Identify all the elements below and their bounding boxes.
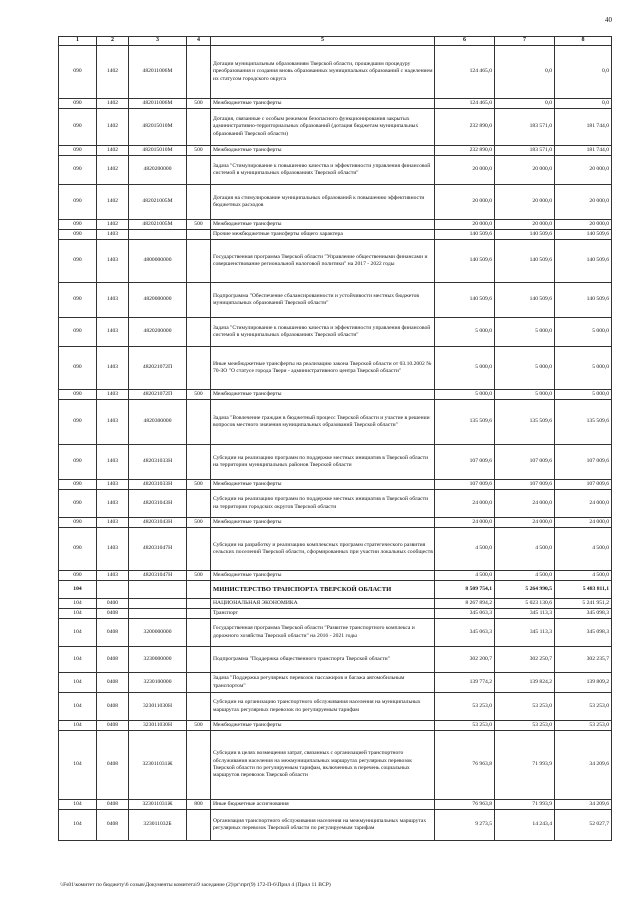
section-code-cell: 1402 [97, 185, 129, 220]
table-row [59, 693, 612, 721]
section-code-cell: 1402 [97, 146, 129, 156]
amount-year2-cell: 53 253,0 [495, 693, 555, 721]
expense-type-cell: 800 [187, 800, 211, 810]
amount-year2-cell: 107 009,6 [495, 480, 555, 490]
target-article-cell: 482021005М [129, 220, 187, 230]
amount-year1-cell: 20 000,0 [435, 156, 495, 185]
section-code-cell: 1402 [97, 99, 129, 109]
description-cell: Иные бюджетные ассигнования [211, 800, 435, 810]
amount-year2-cell: 5 000,0 [495, 318, 555, 347]
section-code-cell: 1403 [97, 283, 129, 318]
expense-type-cell [187, 528, 211, 571]
section-code-cell: 0408 [97, 693, 129, 721]
section-code-cell: 0408 [97, 673, 129, 693]
grbs-code-cell: 104 [59, 647, 97, 673]
section-code-cell: 0408 [97, 810, 129, 841]
section-code-cell: 1402 [97, 46, 129, 99]
table-row [59, 445, 612, 480]
expense-type-cell [187, 490, 211, 518]
grbs-code-cell: 090 [59, 240, 97, 283]
grbs-code-cell: 104 [59, 609, 97, 619]
amount-year1-cell: 24 000,0 [435, 490, 495, 518]
amount-year2-cell: 183 571,0 [495, 109, 555, 146]
amount-year2-cell: 0,0 [495, 99, 555, 109]
amount-year1-cell: 140 509,6 [435, 240, 495, 283]
amount-year1-cell: 76 963,8 [435, 731, 495, 800]
header-row [59, 37, 612, 46]
grbs-code-cell: 104 [59, 619, 97, 647]
amount-year2-cell: 345 113,3 [495, 619, 555, 647]
amount-year2-cell: 14 243,4 [495, 810, 555, 841]
amount-year1-cell: 5 000,0 [435, 390, 495, 400]
amount-year1-cell: 232 890,0 [435, 146, 495, 156]
expense-type-cell [187, 46, 211, 99]
expense-type-cell [187, 647, 211, 673]
amount-year2-cell: 5 023 130,6 [495, 599, 555, 609]
amount-year1-cell: 140 509,6 [435, 283, 495, 318]
amount-year1-cell: 124 465,0 [435, 99, 495, 109]
expense-type-cell [187, 283, 211, 318]
amount-year3-cell: 4 500,0 [555, 528, 612, 571]
grbs-code-cell: 104 [59, 800, 97, 810]
amount-year2-cell: 140 509,6 [495, 230, 555, 240]
description-cell: Организация транспортного обслуживания населения на межмуниципальных маршрутах регулярных перевозок Тверской области по регулируемым тарифам [211, 810, 435, 841]
table-row [59, 673, 612, 693]
description-cell: Межбюджетные трансферты [211, 99, 435, 109]
target-article-cell: 4820000000 [129, 283, 187, 318]
amount-year3-cell: 20 000,0 [555, 156, 612, 185]
amount-year1-cell: 8 509 754,1 [435, 581, 495, 599]
expense-type-cell [187, 156, 211, 185]
description-cell: Иные межбюджетные трансферты на реализацию закона Тверской области от 03.10.2002 № 70-ЗО "О статусе города Твери - административного центра Тверской области" [211, 347, 435, 390]
amount-year1-cell: 53 253,0 [435, 693, 495, 721]
amount-year2-cell: 302 250,7 [495, 647, 555, 673]
amount-year3-cell: 140 509,6 [555, 240, 612, 283]
description-cell: Транспорт [211, 609, 435, 619]
description-cell: Дотации муниципальным образованиям Тверской области, прошедшим процедуру преобразования и создания вновь образованных муниципальных образований с наделением их статусом городского округа [211, 46, 435, 99]
table-row [59, 390, 612, 400]
budget-table-container [58, 36, 611, 841]
amount-year3-cell: 139 809,2 [555, 673, 612, 693]
amount-year3-cell: 52 027,7 [555, 810, 612, 841]
amount-year1-cell: 124 465,0 [435, 46, 495, 99]
expense-type-cell [187, 109, 211, 146]
target-article-cell: 482031033Н [129, 480, 187, 490]
table-row [59, 156, 612, 185]
target-article-cell: 482011006М [129, 99, 187, 109]
expense-type-cell [187, 810, 211, 841]
target-article-cell [129, 581, 187, 599]
section-code-cell: 0408 [97, 731, 129, 800]
amount-year2-cell: 20 000,0 [495, 156, 555, 185]
amount-year2-cell: 71 993,9 [495, 800, 555, 810]
table-row [59, 99, 612, 109]
amount-year3-cell: 181 744,0 [555, 109, 612, 146]
amount-year2-cell: 53 253,0 [495, 721, 555, 731]
amount-year3-cell: 0,0 [555, 99, 612, 109]
section-code-cell: 0400 [97, 599, 129, 609]
amount-year2-cell: 107 009,6 [495, 445, 555, 480]
amount-year3-cell: 5 241 951,2 [555, 599, 612, 609]
section-code-cell: 1402 [97, 220, 129, 230]
amount-year3-cell: 53 253,0 [555, 693, 612, 721]
grbs-code-cell: 104 [59, 581, 97, 599]
table-row [59, 185, 612, 220]
expense-type-cell [187, 230, 211, 240]
amount-year1-cell: 5 000,0 [435, 318, 495, 347]
grbs-code-cell: 090 [59, 185, 97, 220]
table-row [59, 220, 612, 230]
description-cell: НАЦИОНАЛЬНАЯ ЭКОНОМИКА [211, 599, 435, 609]
target-article-cell: 4820200000 [129, 318, 187, 347]
amount-year2-cell: 140 509,6 [495, 283, 555, 318]
section-code-cell: 1403 [97, 571, 129, 581]
target-article-cell: 323011032Б [129, 810, 187, 841]
grbs-code-cell: 104 [59, 693, 97, 721]
grbs-code-cell: 090 [59, 480, 97, 490]
amount-year3-cell: 5 000,0 [555, 318, 612, 347]
table-row [59, 240, 612, 283]
amount-year3-cell: 345 098,3 [555, 609, 612, 619]
table-row [59, 599, 612, 609]
target-article-cell: 3230100000 [129, 673, 187, 693]
expense-type-cell: 500 [187, 518, 211, 528]
table-row [59, 490, 612, 518]
target-article-cell: 482031047Н [129, 528, 187, 571]
section-code-cell [97, 581, 129, 599]
description-cell: Межбюджетные трансферты [211, 146, 435, 156]
amount-year1-cell: 139 774,2 [435, 673, 495, 693]
amount-year1-cell: 135 509,6 [435, 400, 495, 445]
section-code-cell: 1403 [97, 230, 129, 240]
expense-type-cell [187, 318, 211, 347]
amount-year1-cell: 107 009,6 [435, 480, 495, 490]
table-row [59, 647, 612, 673]
description-cell: Субсидии в целях возмещения затрат, связанных с организацией транспортного обслуживания населения на межмуниципальных маршрутах регулярных перевозок Тверской области по регулируемым тарифам, включенных в перечень социальных маршрутов перевозок Тверской области [211, 731, 435, 800]
amount-year3-cell: 5 000,0 [555, 390, 612, 400]
description-cell: МИНИСТЕРСТВО ТРАНСПОРТА ТВЕРСКОЙ ОБЛАСТИ [211, 581, 435, 599]
grbs-code-cell: 104 [59, 599, 97, 609]
amount-year2-cell: 4 500,0 [495, 528, 555, 571]
amount-year3-cell: 34 209,6 [555, 800, 612, 810]
amount-year2-cell: 183 571,0 [495, 146, 555, 156]
amount-year1-cell: 345 063,3 [435, 609, 495, 619]
amount-year1-cell: 9 273,5 [435, 810, 495, 841]
amount-year2-cell: 135 509,6 [495, 400, 555, 445]
description-cell: Субсидии на реализацию программ по поддержке местных инициатив в Тверской области на территории городских округов Тверской области [211, 490, 435, 518]
expense-type-cell [187, 731, 211, 800]
amount-year2-cell: 0,0 [495, 46, 555, 99]
description-cell: Межбюджетные трансферты [211, 220, 435, 230]
section-code-cell: 1403 [97, 400, 129, 445]
description-cell: Подпрограмма "Поддержка общественного транспорта Тверской области" [211, 647, 435, 673]
expense-type-cell: 500 [187, 99, 211, 109]
amount-year1-cell: 20 000,0 [435, 185, 495, 220]
target-article-cell: 3200000000 [129, 619, 187, 647]
grbs-code-cell: 090 [59, 445, 97, 480]
header-cell: 1 [59, 37, 97, 46]
target-article-cell [129, 230, 187, 240]
table-row [59, 731, 612, 800]
amount-year1-cell: 20 000,0 [435, 220, 495, 230]
budget-table [58, 36, 612, 841]
grbs-code-cell: 090 [59, 390, 97, 400]
expense-type-cell [187, 347, 211, 390]
expense-type-cell [187, 609, 211, 619]
description-cell: Субсидии на разработку и реализацию комплексных программ стратегического развития сельских поселений Тверской области, сформированных при участии локальных сообществ [211, 528, 435, 571]
section-code-cell: 0408 [97, 647, 129, 673]
table-row [59, 46, 612, 99]
expense-type-cell [187, 673, 211, 693]
description-cell: Подпрограмма "Обеспечение сбалансированности и устойчивости местных бюджетов муниципальных образований Тверской области" [211, 283, 435, 318]
expense-type-cell [187, 400, 211, 445]
grbs-code-cell: 090 [59, 156, 97, 185]
amount-year3-cell: 302 235,7 [555, 647, 612, 673]
target-article-cell: 482031043Н [129, 490, 187, 518]
amount-year3-cell: 140 509,6 [555, 283, 612, 318]
description-cell: Государственная программа Тверской области "Развитие транспортного комплекса и дорожного хозяйства Тверской области" на 2016 - 2021 годы [211, 619, 435, 647]
header-cell: 4 [187, 37, 211, 46]
grbs-code-cell: 090 [59, 220, 97, 230]
amount-year2-cell: 5 000,0 [495, 390, 555, 400]
amount-year3-cell: 24 000,0 [555, 518, 612, 528]
section-code-cell: 1403 [97, 445, 129, 480]
expense-type-cell: 500 [187, 721, 211, 731]
page-number: 40 [605, 16, 612, 24]
description-cell: Задача "Стимулирование к повышению качества и эффективности управления финансовой системой в муниципальных образованиях Тверской области" [211, 318, 435, 347]
amount-year3-cell: 20 000,0 [555, 185, 612, 220]
expense-type-cell: 500 [187, 390, 211, 400]
amount-year2-cell: 5 264 990,5 [495, 581, 555, 599]
table-row [59, 347, 612, 390]
grbs-code-cell: 090 [59, 46, 97, 99]
target-article-cell: 4800000000 [129, 240, 187, 283]
description-cell: Межбюджетные трансферты [211, 390, 435, 400]
amount-year2-cell: 24 000,0 [495, 490, 555, 518]
amount-year1-cell: 76 963,8 [435, 800, 495, 810]
description-cell: Дотация на стимулирование муниципальных образований к повышению эффективности бюджетных расходов [211, 185, 435, 220]
target-article-cell: 323011030Н [129, 693, 187, 721]
amount-year2-cell: 71 993,9 [495, 731, 555, 800]
description-cell: Государственная программа Тверской области "Управление общественными финансами и совершенствование региональной налоговой политики" на 2017 - 2022 годы [211, 240, 435, 283]
grbs-code-cell: 090 [59, 283, 97, 318]
grbs-code-cell: 090 [59, 99, 97, 109]
amount-year3-cell: 135 509,6 [555, 400, 612, 445]
amount-year1-cell: 5 000,0 [435, 347, 495, 390]
amount-year2-cell: 345 113,3 [495, 609, 555, 619]
expense-type-cell: 500 [187, 480, 211, 490]
target-article-cell: 323011031Ж [129, 731, 187, 800]
amount-year3-cell: 5 000,0 [555, 347, 612, 390]
section-code-cell: 1403 [97, 347, 129, 390]
description-cell: Межбюджетные трансферты [211, 518, 435, 528]
grbs-code-cell: 090 [59, 109, 97, 146]
description-cell: Субсидии на организацию транспортного обслуживания населения на муниципальных маршрутах регулярных перевозок по регулируемым тарифам [211, 693, 435, 721]
section-code-cell: 1403 [97, 518, 129, 528]
expense-type-cell [187, 581, 211, 599]
section-code-cell: 0408 [97, 619, 129, 647]
header-cell: 2 [97, 37, 129, 46]
table-row [59, 400, 612, 445]
header-cell: 5 [211, 37, 435, 46]
amount-year2-cell: 20 000,0 [495, 220, 555, 230]
target-article-cell: 482015010М [129, 146, 187, 156]
amount-year1-cell: 232 890,0 [435, 109, 495, 146]
amount-year3-cell: 24 000,0 [555, 490, 612, 518]
section-code-cell: 1403 [97, 318, 129, 347]
amount-year2-cell: 140 509,6 [495, 240, 555, 283]
amount-year1-cell: 107 009,6 [435, 445, 495, 480]
target-article-cell: 482021072П [129, 390, 187, 400]
grbs-code-cell: 090 [59, 571, 97, 581]
description-cell: Задача "Вовлечение граждан в бюджетный процесс Тверской области и участие в решении вопросов местного значения муниципальных образований Тверской области" [211, 400, 435, 445]
grbs-code-cell: 090 [59, 230, 97, 240]
grbs-code-cell: 104 [59, 673, 97, 693]
section-code-cell: 1403 [97, 528, 129, 571]
amount-year3-cell: 181 744,0 [555, 146, 612, 156]
header-cell: 7 [495, 37, 555, 46]
table-row [59, 146, 612, 156]
target-article-cell: 323011031Ж [129, 800, 187, 810]
target-article-cell: 482031043Н [129, 518, 187, 528]
grbs-code-cell: 090 [59, 347, 97, 390]
expense-type-cell [187, 619, 211, 647]
expense-type-cell [187, 185, 211, 220]
expense-type-cell: 500 [187, 146, 211, 156]
expense-type-cell [187, 445, 211, 480]
section-code-cell: 1402 [97, 156, 129, 185]
target-article-cell: 482015010М [129, 109, 187, 146]
amount-year3-cell: 5 483 811,1 [555, 581, 612, 599]
amount-year1-cell: 140 509,6 [435, 230, 495, 240]
grbs-code-cell: 090 [59, 490, 97, 518]
table-row [59, 318, 612, 347]
target-article-cell: 482011006М [129, 46, 187, 99]
table-row [59, 619, 612, 647]
amount-year1-cell: 4 500,0 [435, 528, 495, 571]
table-row [59, 609, 612, 619]
amount-year3-cell: 0,0 [555, 46, 612, 99]
grbs-code-cell: 104 [59, 810, 97, 841]
section-code-cell: 1403 [97, 480, 129, 490]
section-code-cell: 0408 [97, 609, 129, 619]
target-article-cell: 482021072П [129, 347, 187, 390]
description-cell: Дотация, связанные с особым режимом безопасного функционирования закрытых административно-территориальных образований (дотация бюджетам муниципальных образований Тверской области) [211, 109, 435, 146]
amount-year2-cell: 5 000,0 [495, 347, 555, 390]
expense-type-cell [187, 693, 211, 721]
expense-type-cell: 500 [187, 220, 211, 230]
section-code-cell: 1402 [97, 109, 129, 146]
table-row [59, 109, 612, 146]
target-article-cell: 323011030Н [129, 721, 187, 731]
section-code-cell: 1403 [97, 390, 129, 400]
target-article-cell: 3230000000 [129, 647, 187, 673]
target-article-cell [129, 599, 187, 609]
amount-year3-cell: 107 009,6 [555, 480, 612, 490]
table-row [59, 800, 612, 810]
amount-year3-cell: 20 000,0 [555, 220, 612, 230]
target-article-cell [129, 609, 187, 619]
section-code-cell: 1403 [97, 240, 129, 283]
amount-year1-cell: 345 063,3 [435, 619, 495, 647]
header-cell: 3 [129, 37, 187, 46]
target-article-cell: 4820200000 [129, 156, 187, 185]
header-cell: 8 [555, 37, 612, 46]
table-row [59, 581, 612, 599]
grbs-code-cell: 090 [59, 400, 97, 445]
description-cell: Задача "Стимулирование к повышению качества и эффективности управления финансовой системой в муниципальных образованиях Тверской области" [211, 156, 435, 185]
table-row [59, 480, 612, 490]
grbs-code-cell: 090 [59, 318, 97, 347]
amount-year3-cell: 107 009,6 [555, 445, 612, 480]
table-row [59, 518, 612, 528]
description-cell: Субсидии на реализацию программ по поддержке местных инициатив в Тверской области на территории муниципальных районов Тверской области [211, 445, 435, 480]
section-code-cell: 1403 [97, 490, 129, 518]
section-code-cell: 0408 [97, 800, 129, 810]
amount-year1-cell: 53 253,0 [435, 721, 495, 731]
target-article-cell: 482031047Н [129, 571, 187, 581]
expense-type-cell [187, 240, 211, 283]
expense-type-cell [187, 599, 211, 609]
grbs-code-cell: 090 [59, 518, 97, 528]
amount-year3-cell: 53 253,0 [555, 721, 612, 731]
amount-year3-cell: 4 500,0 [555, 571, 612, 581]
amount-year1-cell: 4 500,0 [435, 571, 495, 581]
description-cell: Межбюджетные трансферты [211, 721, 435, 731]
grbs-code-cell: 090 [59, 528, 97, 571]
table-row [59, 721, 612, 731]
amount-year2-cell: 20 000,0 [495, 185, 555, 220]
description-cell: Межбюджетные трансферты [211, 480, 435, 490]
expense-type-cell: 500 [187, 571, 211, 581]
target-article-cell: 4820300000 [129, 400, 187, 445]
header-cell: 6 [435, 37, 495, 46]
table-row [59, 230, 612, 240]
target-article-cell: 482031033Н [129, 445, 187, 480]
grbs-code-cell: 104 [59, 731, 97, 800]
table-row [59, 283, 612, 318]
description-cell: Прочие межбюджетные трансферты общего характера [211, 230, 435, 240]
table-row [59, 571, 612, 581]
amount-year3-cell: 345 098,3 [555, 619, 612, 647]
grbs-code-cell: 104 [59, 721, 97, 731]
table-row [59, 810, 612, 841]
amount-year1-cell: 302 200,7 [435, 647, 495, 673]
description-cell: Задача "Поддержка регулярных перевозок пассажиров и багажа автомобильным транспортом" [211, 673, 435, 693]
amount-year1-cell: 8 267 894,2 [435, 599, 495, 609]
amount-year1-cell: 24 000,0 [435, 518, 495, 528]
section-code-cell: 0408 [97, 721, 129, 731]
amount-year3-cell: 34 209,6 [555, 731, 612, 800]
grbs-code-cell: 090 [59, 146, 97, 156]
description-cell: Межбюджетные трансферты [211, 571, 435, 581]
amount-year2-cell: 139 824,2 [495, 673, 555, 693]
amount-year2-cell: 4 500,0 [495, 571, 555, 581]
file-path-footer: \\Fs01\комитет по бюджету\6 созыв\Документы комитета\9 заседание (2)\рг\прг(9) 172-П-6\Прил 4 (Прил 11 ВСР) [60, 882, 331, 888]
table-row [59, 528, 612, 571]
amount-year3-cell: 140 509,6 [555, 230, 612, 240]
amount-year2-cell: 24 000,0 [495, 518, 555, 528]
target-article-cell: 482021005М [129, 185, 187, 220]
